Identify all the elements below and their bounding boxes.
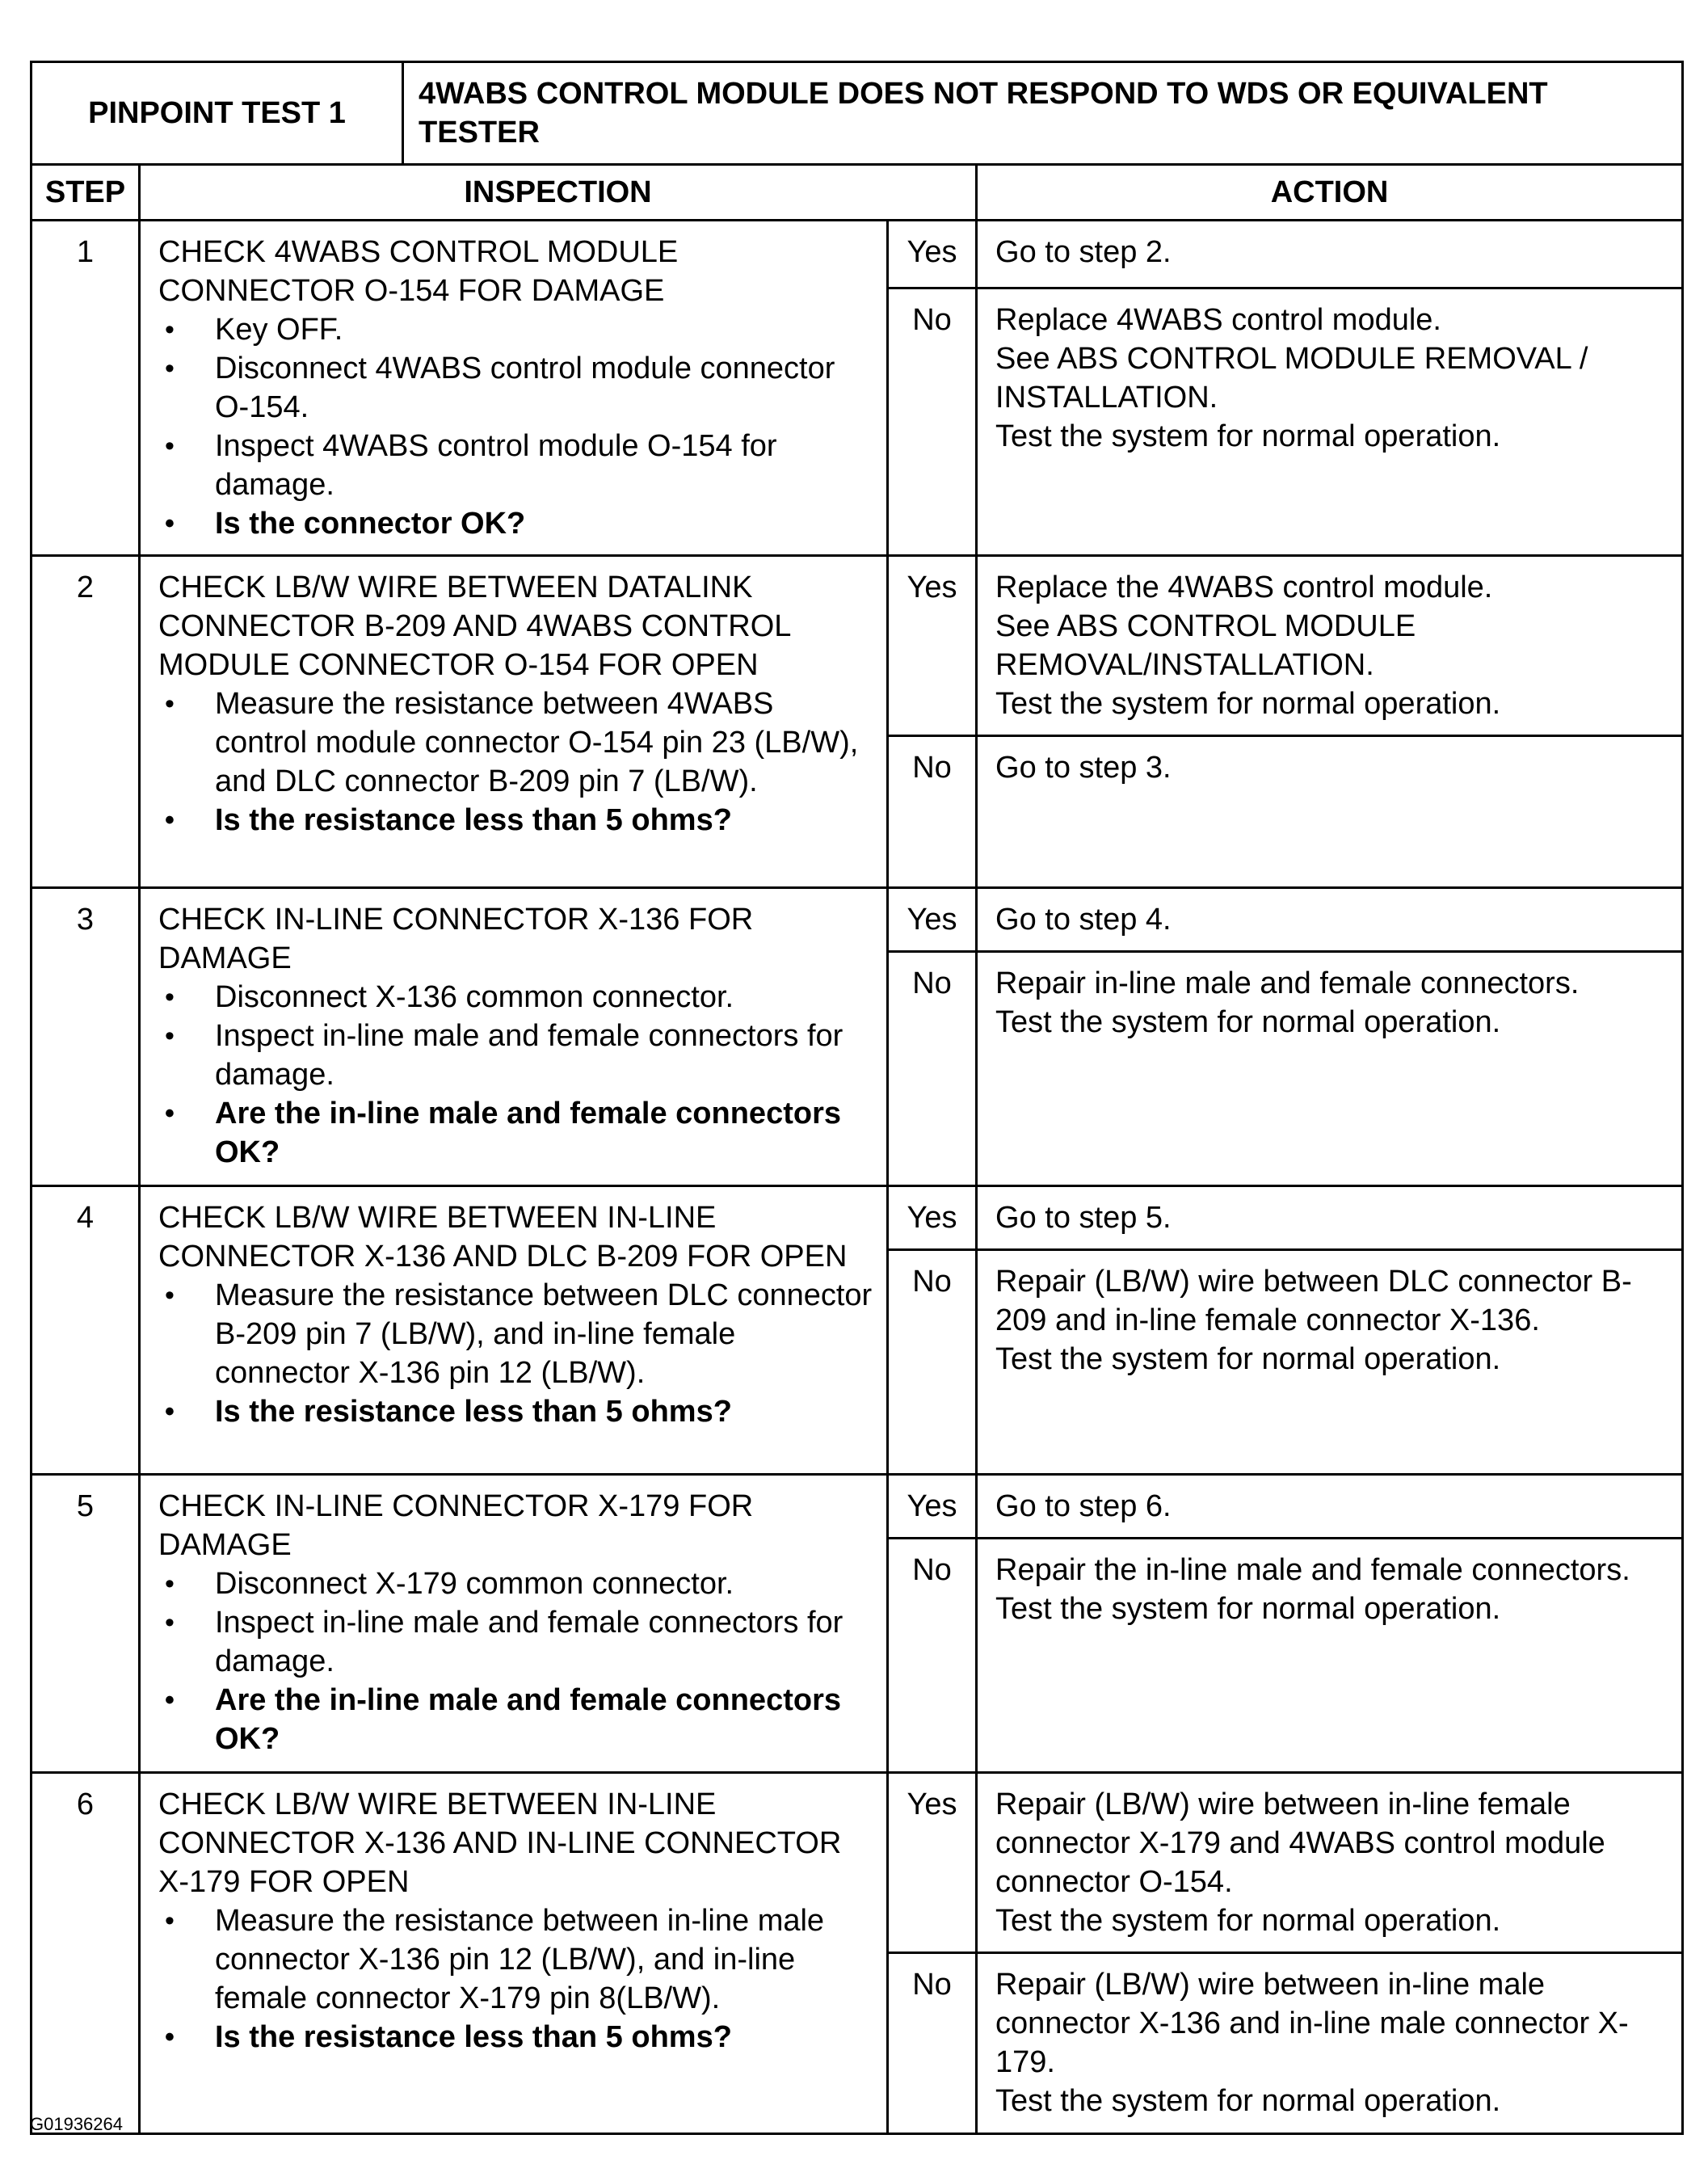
step-question-text: Is the resistance less than 5 ohms? bbox=[215, 2020, 732, 2054]
step-bullet bbox=[158, 1017, 873, 1094]
step-inspection bbox=[140, 556, 888, 888]
step-bullet-text: Disconnect 4WABS control module connector O-154. bbox=[215, 352, 835, 424]
no-label: No bbox=[888, 736, 977, 888]
action-line: Go to step 5. bbox=[995, 1201, 1172, 1235]
column-action: ACTION bbox=[977, 165, 1683, 221]
yes-action bbox=[977, 1475, 1683, 1539]
step-row bbox=[32, 1773, 1683, 1953]
step-inspection bbox=[140, 1186, 888, 1475]
action-line: Test the system for normal operation. bbox=[995, 1592, 1501, 1626]
step-row bbox=[32, 888, 1683, 952]
no-action bbox=[977, 952, 1683, 1186]
action-line: See ABS CONTROL MODULE REMOVAL/INSTALLATION. bbox=[995, 609, 1416, 682]
action-line: Go to step 4. bbox=[995, 903, 1172, 937]
step-bullet bbox=[158, 349, 873, 427]
bullet-icon: • bbox=[165, 1280, 175, 1311]
action-line: Repair in-line male and female connectors. bbox=[995, 966, 1580, 1000]
bullet-icon: • bbox=[165, 1568, 175, 1599]
bullet-icon: • bbox=[165, 1905, 175, 1936]
step-bullet-text: Inspect in-line male and female connectors for damage. bbox=[215, 1019, 843, 1092]
step-question bbox=[158, 1392, 873, 1431]
bullet-icon: • bbox=[165, 1685, 175, 1716]
action-line: Test the system for normal operation. bbox=[995, 1342, 1501, 1376]
action-line: Test the system for normal operation. bbox=[995, 2084, 1501, 2118]
yes-action bbox=[977, 1186, 1683, 1250]
action-line: Repair (LB/W) wire between DLC connector B-209 and in-line female connector X-136. bbox=[995, 1265, 1632, 1337]
yes-action bbox=[977, 221, 1683, 288]
yes-label: Yes bbox=[888, 1186, 977, 1250]
step-bullet-text: Inspect 4WABS control module O-154 for damage. bbox=[215, 429, 777, 502]
bullet-icon: • bbox=[165, 508, 175, 539]
step-number: 1 bbox=[32, 221, 140, 556]
step-question-text: Is the resistance less than 5 ohms? bbox=[215, 1395, 732, 1429]
no-label: No bbox=[888, 1539, 977, 1773]
step-bullet bbox=[158, 978, 873, 1017]
yes-label: Yes bbox=[888, 1475, 977, 1539]
step-title: CHECK IN-LINE CONNECTOR X-136 FOR DAMAGE bbox=[158, 903, 754, 975]
no-label: No bbox=[888, 288, 977, 556]
bullet-icon: • bbox=[165, 1098, 175, 1129]
action-line: Test the system for normal operation. bbox=[995, 419, 1501, 454]
step-inspection bbox=[140, 1475, 888, 1773]
yes-label: Yes bbox=[888, 1773, 977, 1953]
step-row bbox=[32, 556, 1683, 736]
step-row bbox=[32, 1186, 1683, 1250]
bullet-icon: • bbox=[165, 982, 175, 1013]
step-bullet-list bbox=[158, 978, 873, 1172]
step-bullet bbox=[158, 1603, 873, 1681]
step-bullet-text: Measure the resistance between DLC connector B-209 pin 7 (LB/W), and in-line female connector X-136 pin 12 (LB/W). bbox=[215, 1278, 873, 1390]
action-line: Replace 4WABS control module. bbox=[995, 303, 1441, 338]
bullet-icon: • bbox=[165, 431, 175, 461]
bullet-icon: • bbox=[165, 688, 175, 719]
step-title: CHECK 4WABS CONTROL MODULE CONNECTOR O-154 FOR DAMAGE bbox=[158, 235, 679, 308]
step-bullet-text: Measure the resistance between 4WABS control module connector O-154 pin 23 (LB/W), and DLC connector B-209 pin 7 (LB/W). bbox=[215, 687, 859, 798]
action-line: See ABS CONTROL MODULE REMOVAL / INSTALLATION. bbox=[995, 342, 1588, 415]
step-number: 2 bbox=[32, 556, 140, 888]
column-inspection: INSPECTION bbox=[140, 165, 977, 221]
step-bullet-list bbox=[158, 684, 873, 840]
action-line: Test the system for normal operation. bbox=[995, 1904, 1501, 1938]
step-bullet-list bbox=[158, 1901, 873, 2057]
bullet-icon: • bbox=[165, 1396, 175, 1427]
step-question-text: Is the connector OK? bbox=[215, 507, 526, 541]
action-line: Test the system for normal operation. bbox=[995, 1005, 1501, 1039]
action-line: Go to step 6. bbox=[995, 1489, 1172, 1523]
bullet-icon: • bbox=[165, 1607, 175, 1638]
action-line: Repair (LB/W) wire between in-line female connector X-179 and 4WABS control module connector O-154. bbox=[995, 1787, 1605, 1899]
bullet-icon: • bbox=[165, 1021, 175, 1051]
step-number: 5 bbox=[32, 1475, 140, 1773]
step-inspection bbox=[140, 1773, 888, 2134]
yes-action bbox=[977, 556, 1683, 736]
step-bullet bbox=[158, 1564, 873, 1603]
step-question bbox=[158, 1094, 873, 1172]
step-bullet-text: Disconnect X-179 common connector. bbox=[215, 1567, 734, 1601]
no-action bbox=[977, 736, 1683, 888]
step-bullet-list bbox=[158, 1564, 873, 1758]
step-bullet-text: Inspect in-line male and female connectors for damage. bbox=[215, 1606, 843, 1678]
no-action bbox=[977, 1953, 1683, 2134]
yes-action bbox=[977, 888, 1683, 952]
step-bullet bbox=[158, 684, 873, 801]
step-number: 6 bbox=[32, 1773, 140, 2134]
step-bullet bbox=[158, 310, 873, 349]
column-step: STEP bbox=[32, 165, 140, 221]
step-bullet bbox=[158, 1276, 873, 1392]
step-question bbox=[158, 504, 873, 543]
bullet-icon: • bbox=[165, 314, 175, 345]
step-inspection bbox=[140, 221, 888, 556]
step-title: CHECK LB/W WIRE BETWEEN DATALINK CONNECTOR B-209 AND 4WABS CONTROL MODULE CONNECTOR O-154 FOR OPEN bbox=[158, 571, 790, 682]
step-bullet-text: Disconnect X-136 common connector. bbox=[215, 980, 734, 1014]
step-bullet-text: Key OFF. bbox=[215, 313, 343, 347]
no-action bbox=[977, 1539, 1683, 1773]
test-label: PINPOINT TEST 1 bbox=[32, 62, 403, 165]
yes-action bbox=[977, 1773, 1683, 1953]
yes-label: Yes bbox=[888, 221, 977, 288]
step-bullet bbox=[158, 427, 873, 504]
step-question-text: Is the resistance less than 5 ohms? bbox=[215, 803, 732, 837]
step-question bbox=[158, 801, 873, 840]
bullet-icon: • bbox=[165, 805, 175, 836]
step-number: 3 bbox=[32, 888, 140, 1186]
action-line: Go to step 3. bbox=[995, 751, 1172, 785]
step-question-text: Are the in-line male and female connectors OK? bbox=[215, 1097, 841, 1169]
bullet-icon: • bbox=[165, 2022, 175, 2053]
step-bullet bbox=[158, 1901, 873, 2018]
step-inspection bbox=[140, 888, 888, 1186]
action-line: Test the system for normal operation. bbox=[995, 687, 1501, 721]
figure-id: G01936264 bbox=[30, 2114, 123, 2134]
step-bullet-text: Measure the resistance between in-line male connector X-136 pin 12 (LB/W), and in-line female connector X-179 pin 8(LB/W). bbox=[215, 1904, 825, 2015]
step-number: 4 bbox=[32, 1186, 140, 1475]
no-label: No bbox=[888, 952, 977, 1186]
no-action bbox=[977, 288, 1683, 556]
column-header-row bbox=[32, 165, 1683, 221]
action-line: Repair (LB/W) wire between in-line male connector X-136 and in-line male connector X-179. bbox=[995, 1968, 1629, 2079]
step-question bbox=[158, 1681, 873, 1758]
pinpoint-test-sheet bbox=[30, 61, 1681, 2135]
yes-label: Yes bbox=[888, 888, 977, 952]
test-title: 4WABS CONTROL MODULE DOES NOT RESPOND TO WDS OR EQUIVALENT TESTER bbox=[403, 62, 1683, 165]
bullet-icon: • bbox=[165, 353, 175, 384]
no-action bbox=[977, 1250, 1683, 1475]
step-bullet-list bbox=[158, 310, 873, 543]
action-line: Repair the in-line male and female connectors. bbox=[995, 1553, 1630, 1587]
no-label: No bbox=[888, 1953, 977, 2134]
step-row bbox=[32, 221, 1683, 288]
step-title: CHECK IN-LINE CONNECTOR X-179 FOR DAMAGE bbox=[158, 1489, 754, 1562]
yes-label: Yes bbox=[888, 556, 977, 736]
action-line: Go to step 2. bbox=[995, 235, 1172, 269]
header-row bbox=[32, 62, 1683, 165]
pinpoint-test-table bbox=[30, 61, 1684, 2135]
step-title: CHECK LB/W WIRE BETWEEN IN-LINE CONNECTOR X-136 AND DLC B-209 FOR OPEN bbox=[158, 1201, 848, 1274]
step-question-text: Are the in-line male and female connectors OK? bbox=[215, 1683, 841, 1756]
step-row bbox=[32, 1475, 1683, 1539]
step-question bbox=[158, 2018, 873, 2057]
step-title: CHECK LB/W WIRE BETWEEN IN-LINE CONNECTOR X-136 AND IN-LINE CONNECTOR X-179 FOR OPEN bbox=[158, 1787, 842, 1899]
no-label: No bbox=[888, 1250, 977, 1475]
action-line: Replace the 4WABS control module. bbox=[995, 571, 1493, 604]
step-bullet-list bbox=[158, 1276, 873, 1431]
